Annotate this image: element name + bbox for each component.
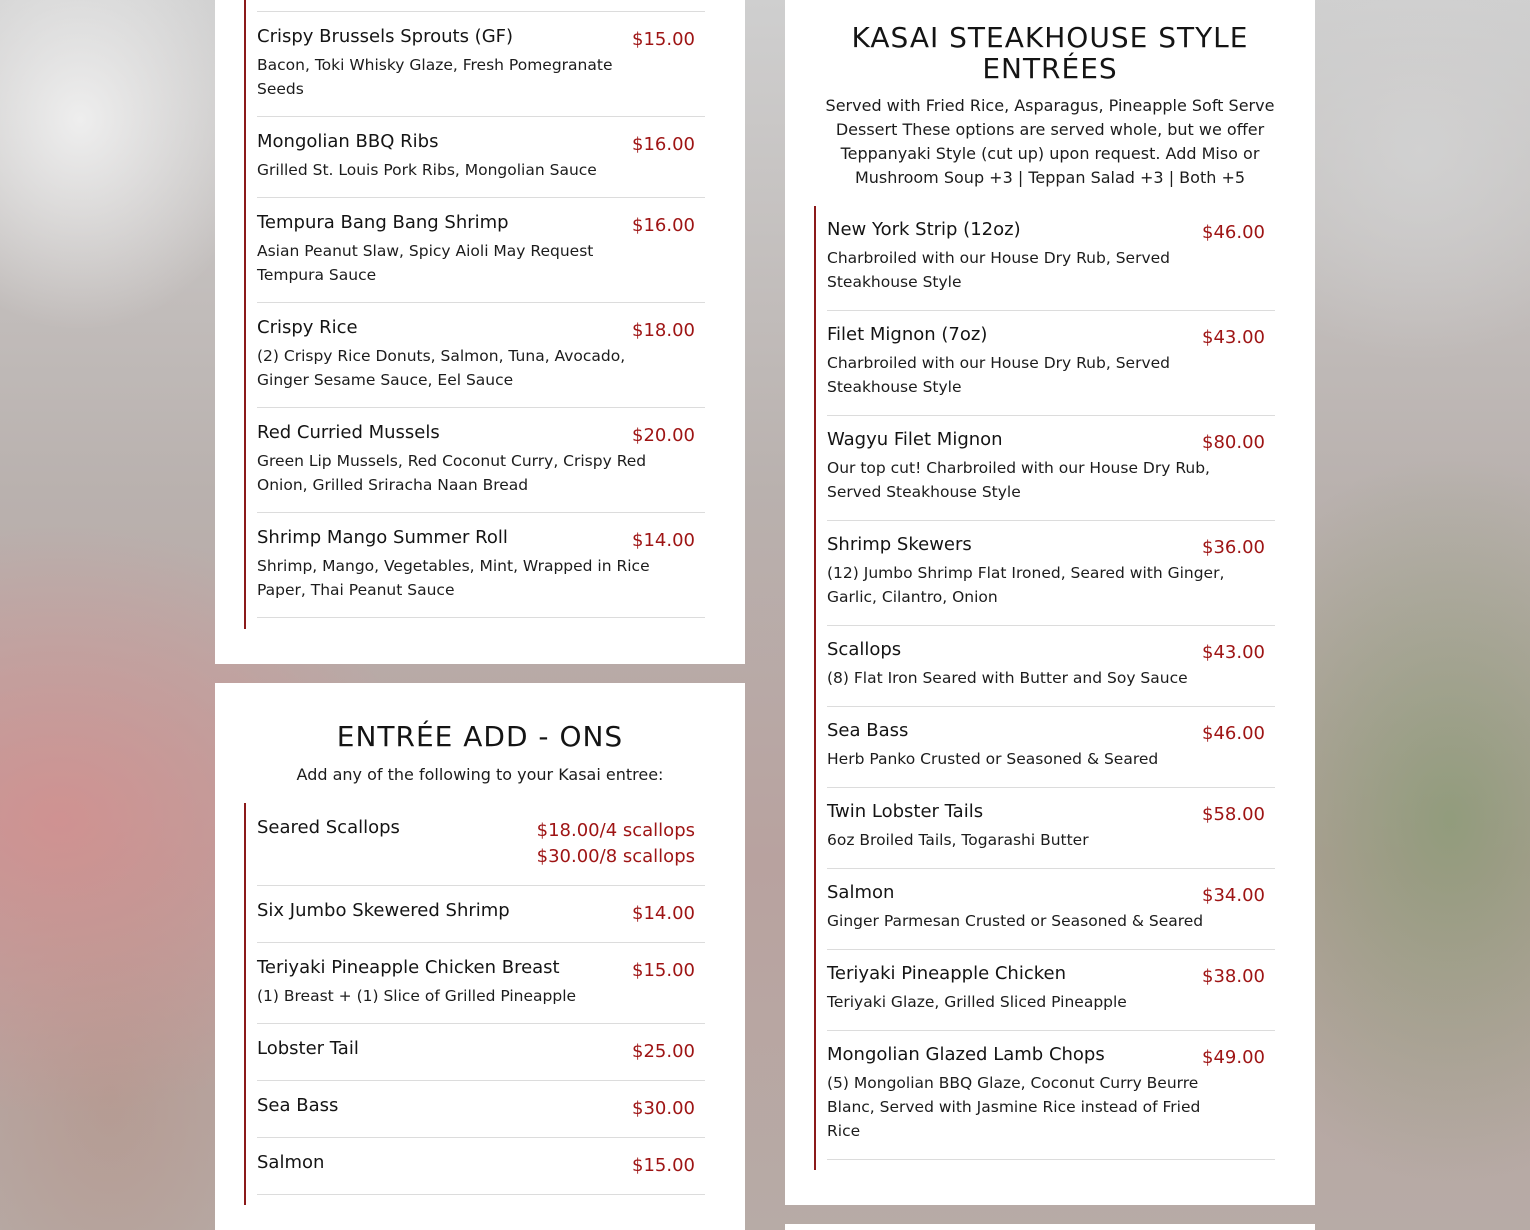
menu-item: [827, 788, 1275, 869]
item-description: (12) Jumbo Shrimp Flat Ironed, Seared with Ginger, Garlic, Cilantro, Onion: [827, 564, 1225, 606]
menu-item: [257, 12, 705, 117]
item-name: Salmon: [827, 882, 895, 903]
menu-item: [827, 626, 1275, 707]
item-description: Grilled St. Louis Pork Ribs, Mongolian Sauce: [257, 161, 597, 179]
item-price: $80.00: [1202, 432, 1265, 453]
item-name: Six Jumbo Skewered Shrimp: [257, 900, 510, 921]
item-name: Teriyaki Pineapple Chicken: [827, 963, 1067, 984]
menu-item: [827, 950, 1275, 1031]
item-price: $20.00: [632, 425, 695, 446]
item-price: $14.00: [632, 903, 695, 924]
entrees-title-line2: ENTRÉES: [982, 52, 1118, 85]
item-description: Asian Peanut Slaw, Spicy Aioli May Request Tempura Sauce: [257, 242, 594, 284]
item-price: $43.00: [1202, 327, 1265, 348]
item-name: Red Curried Mussels: [257, 422, 440, 443]
item-price: $15.00: [632, 960, 695, 981]
item-price: $43.00: [1202, 642, 1265, 663]
item-description: (1) Breast + (1) Slice of Grilled Pineapple: [257, 987, 577, 1005]
addons-subtitle: Add any of the following to your Kasai entree:: [296, 765, 664, 784]
item-name: Mongolian Glazed Lamb Chops: [827, 1044, 1105, 1065]
item-name: Shrimp Mango Summer Roll: [257, 527, 508, 548]
menu-item: [257, 117, 705, 198]
item-name: Shrimp Skewers: [827, 534, 972, 555]
item-name: Twin Lobster Tails: [827, 801, 984, 822]
menu-item: [257, 943, 705, 1024]
menu-item: [257, 1138, 705, 1195]
item-price: $36.00: [1202, 537, 1265, 558]
item-description: Herb Panko Crusted or Seasoned & Seared: [827, 750, 1159, 768]
item-price: $18.00: [632, 320, 695, 341]
item-description: Charbroiled with our House Dry Rub, Served Steakhouse Style: [827, 249, 1170, 291]
menu-item: [257, 1024, 705, 1081]
menu-item: [827, 311, 1275, 416]
appetizers-list: [244, 0, 705, 629]
item-name: Salmon: [257, 1152, 325, 1173]
item-description: Our top cut! Charbroiled with our House Dry Rub, Served Steakhouse Style: [827, 459, 1210, 501]
item-name: Wagyu Filet Mignon: [827, 429, 1003, 450]
addons-panel: [215, 683, 745, 1230]
menu-item: [257, 303, 705, 408]
item-description: Teriyaki Glaze, Grilled Sliced Pineapple: [827, 993, 1127, 1011]
item-price: $34.00: [1202, 885, 1265, 906]
item-price: $38.00: [1202, 966, 1265, 987]
item-price: $16.00: [632, 134, 695, 155]
item-price-secondary: $30.00/8 scallops: [536, 846, 695, 867]
menu-item: [257, 1081, 705, 1138]
next-panel: [785, 1224, 1315, 1230]
item-description: (5) Mongolian BBQ Glaze, Coconut Curry Beurre Blanc, Served with Jasmine Rice instead of Fried Rice: [827, 1074, 1201, 1140]
menu-item: [827, 1031, 1275, 1160]
menu-item: [257, 886, 705, 943]
item-name: Crispy Brussels Sprouts (GF): [257, 26, 514, 47]
menu-item: [827, 707, 1275, 788]
entrees-subtitle: Served with Fried Rice, Asparagus, Pineapple Soft Serve Dessert These options are served whole, but we offer Teppanyaki Style (cut up) upon request. Add Miso or Mushroom Soup +3 | Teppan Salad +3 | Both +5: [825, 96, 1275, 187]
item-price: $25.00: [632, 1041, 695, 1062]
addons-title: ENTRÉE ADD - ONS: [336, 720, 624, 753]
item-name: New York Strip (12oz): [827, 219, 1021, 240]
item-name: Teriyaki Pineapple Chicken Breast: [257, 957, 560, 978]
item-price: $49.00: [1202, 1047, 1265, 1068]
item-name: Scallops: [827, 639, 902, 660]
appetizers-panel: [215, 0, 745, 664]
entrees-title: [785, 22, 1315, 84]
entrees-list: [814, 206, 1275, 1170]
item-description: Green Lip Mussels, Red Coconut Curry, Crispy Red Onion, Grilled Sriracha Naan Bread: [257, 452, 647, 494]
menu-item: [257, 198, 705, 303]
menu-item: [257, 513, 705, 618]
item-name: Tempura Bang Bang Shrimp: [257, 212, 509, 233]
entrees-panel: [785, 0, 1315, 1205]
item-name: Mongolian BBQ Ribs: [257, 131, 439, 152]
menu-item: [827, 206, 1275, 311]
item-name: Sea Bass: [827, 720, 909, 741]
menu-item: [827, 869, 1275, 950]
item-name: Sea Bass: [257, 1095, 339, 1116]
item-description: Ginger Parmesan Crusted or Seasoned & Seared: [827, 912, 1204, 930]
item-price: $30.00: [632, 1098, 695, 1119]
item-price: $46.00: [1202, 222, 1265, 243]
entrees-title-line1: KASAI STEAKHOUSE STYLE: [851, 21, 1249, 54]
item-name: Seared Scallops: [257, 817, 400, 838]
item-description: (8) Flat Iron Seared with Butter and Soy Sauce: [827, 669, 1188, 687]
menu-item: [257, 408, 705, 513]
item-price: $14.00: [632, 530, 695, 551]
divider: [257, 0, 705, 12]
item-price: $15.00: [632, 29, 695, 50]
item-name: Lobster Tail: [257, 1038, 359, 1059]
item-description: Bacon, Toki Whisky Glaze, Fresh Pomegranate Seeds: [257, 56, 613, 98]
addons-list: [244, 803, 705, 1205]
item-description: Charbroiled with our House Dry Rub, Served Steakhouse Style: [827, 354, 1170, 396]
item-name: Filet Mignon (7oz): [827, 324, 988, 345]
item-name: Crispy Rice: [257, 317, 358, 338]
menu-item: [827, 521, 1275, 626]
item-price: $46.00: [1202, 723, 1265, 744]
item-description: Shrimp, Mango, Vegetables, Mint, Wrapped in Rice Paper, Thai Peanut Sauce: [257, 557, 650, 599]
item-price: $58.00: [1202, 804, 1265, 825]
menu-item: [827, 416, 1275, 521]
item-description: (2) Crispy Rice Donuts, Salmon, Tuna, Avocado, Ginger Sesame Sauce, Eel Sauce: [257, 347, 626, 389]
item-price: $16.00: [632, 215, 695, 236]
item-price: $18.00/4 scallops: [536, 820, 695, 841]
item-price: $15.00: [632, 1155, 695, 1176]
item-description: 6oz Broiled Tails, Togarashi Butter: [827, 831, 1089, 849]
menu-item: [257, 803, 705, 886]
